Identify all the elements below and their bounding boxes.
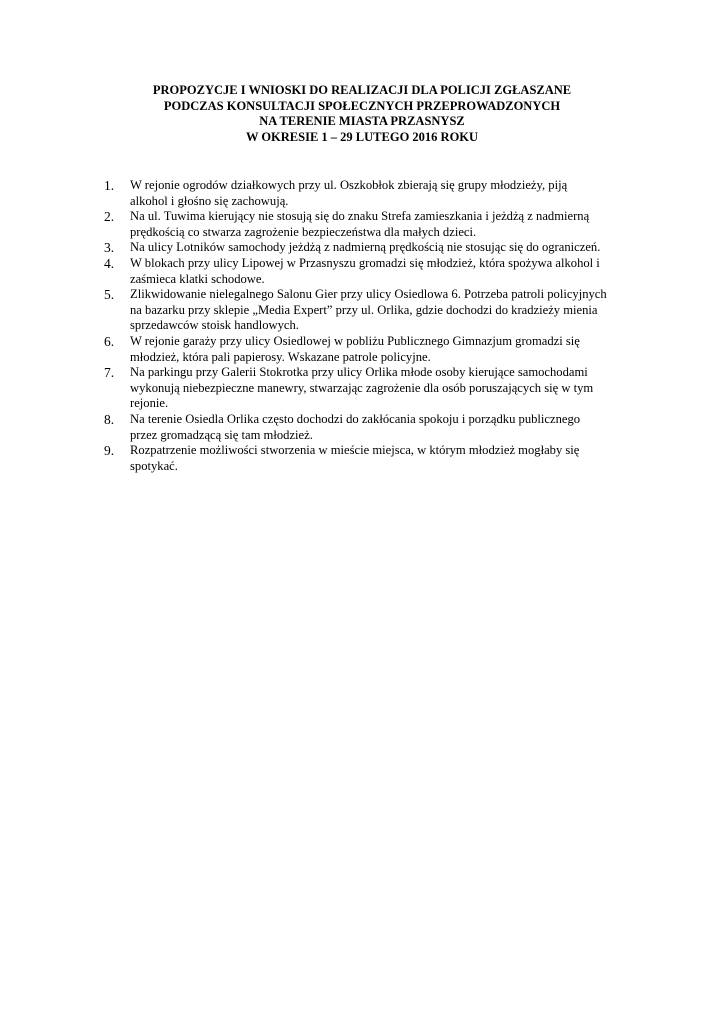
item-text-line: zaśmieca klatki schodowe. bbox=[130, 271, 265, 286]
item-text-line: prędkością co stwarza zagrożenie bezpieczeństwa dla małych dzieci. bbox=[130, 224, 477, 239]
item-text-line: na bazarku przy sklepie „Media Expert” przy ul. Orlika, gdzie dochodzi do kradzieży mienia bbox=[130, 302, 598, 317]
item-number: 7. bbox=[104, 365, 115, 381]
item-text-line: przez gromadzącą się tam młodzież. bbox=[130, 427, 313, 442]
item-text-line: Na ulicy Lotników samochody jeżdżą z nadmierną prędkością nie stosując się do ograniczeń. bbox=[130, 240, 601, 255]
item-text-line: Na terenie Osiedla Orlika często dochodzi do zakłócania spokoju i porządku publicznego bbox=[130, 411, 581, 426]
list-item bbox=[104, 209, 644, 240]
title-line: W OKRESIE 1 – 29 LUTEGO 2016 ROKU bbox=[245, 129, 479, 144]
item-text-line: Rozpatrzenie możliwości stworzenia w mieście miejsca, w którym młodzież mogłaby się bbox=[130, 443, 580, 458]
list-item bbox=[104, 443, 644, 474]
item-text-line: W rejonie garaży przy ulicy Osiedlowej w pobliżu Publicznego Gimnazjum gromadzi się bbox=[130, 333, 580, 348]
list-item bbox=[104, 178, 644, 209]
item-number: 1. bbox=[104, 178, 115, 193]
item-text-line: alkohol i głośno się zachowują. bbox=[130, 193, 289, 208]
item-text-line: W blokach przy ulicy Lipowej w Przasnyszu gromadzi się młodzież, która spożywa alkohol i bbox=[130, 255, 600, 270]
list-item bbox=[104, 240, 644, 256]
item-text-line: młodzież, która pali papierosy. Wskazane patrole policyjne. bbox=[130, 349, 431, 364]
item-number: 2. bbox=[104, 209, 115, 225]
list-item bbox=[104, 412, 644, 443]
item-number: 9. bbox=[104, 443, 115, 459]
item-number: 3. bbox=[104, 240, 115, 256]
item-text-line: rejonie. bbox=[130, 396, 169, 411]
title-line: NA TERENIE MIASTA PRZASNYSZ bbox=[259, 114, 465, 128]
proposals-list bbox=[104, 178, 644, 474]
item-number: 5. bbox=[104, 287, 115, 303]
item-text-line: wykonują niebezpieczne manewry, stwarzając zagrożenie dla osób poruszających się w tym bbox=[130, 380, 594, 395]
list-item bbox=[104, 256, 644, 287]
list-item bbox=[104, 334, 644, 365]
item-number: 8. bbox=[104, 411, 115, 427]
list-item bbox=[104, 287, 644, 334]
title-line: PROPOZYCJE I WNIOSKI DO REALIZACJI DLA POLICJI ZGŁASZANE bbox=[152, 83, 572, 97]
item-text-line: Zlikwidowanie nielegalnego Salonu Gier przy ulicy Osiedlowa 6. Potrzeba patroli policyjnych bbox=[130, 287, 607, 302]
list-item bbox=[104, 365, 644, 412]
item-number: 6. bbox=[104, 333, 115, 349]
item-number: 4. bbox=[104, 255, 115, 271]
item-text-line: W rejonie ogrodów działkowych przy ul. Oszkobłok zbierają się grupy młodzieży, piją bbox=[130, 178, 568, 192]
item-text-line: Na ul. Tuwima kierujący nie stosują się do znaku Strefa zamieszkania i jeżdżą z nadmierną bbox=[130, 209, 590, 224]
item-text-line: sprzedawców stoisk handlowych. bbox=[130, 318, 299, 333]
document-title bbox=[0, 83, 724, 145]
item-text-line: spotykać. bbox=[130, 458, 178, 473]
title-line: PODCZAS KONSULTACJI SPOŁECZNYCH PRZEPROWADZONYCH bbox=[163, 98, 561, 113]
item-text-line: Na parkingu przy Galerii Stokrotka przy ulicy Orlika młode osoby kierujące samochodami bbox=[130, 365, 588, 380]
